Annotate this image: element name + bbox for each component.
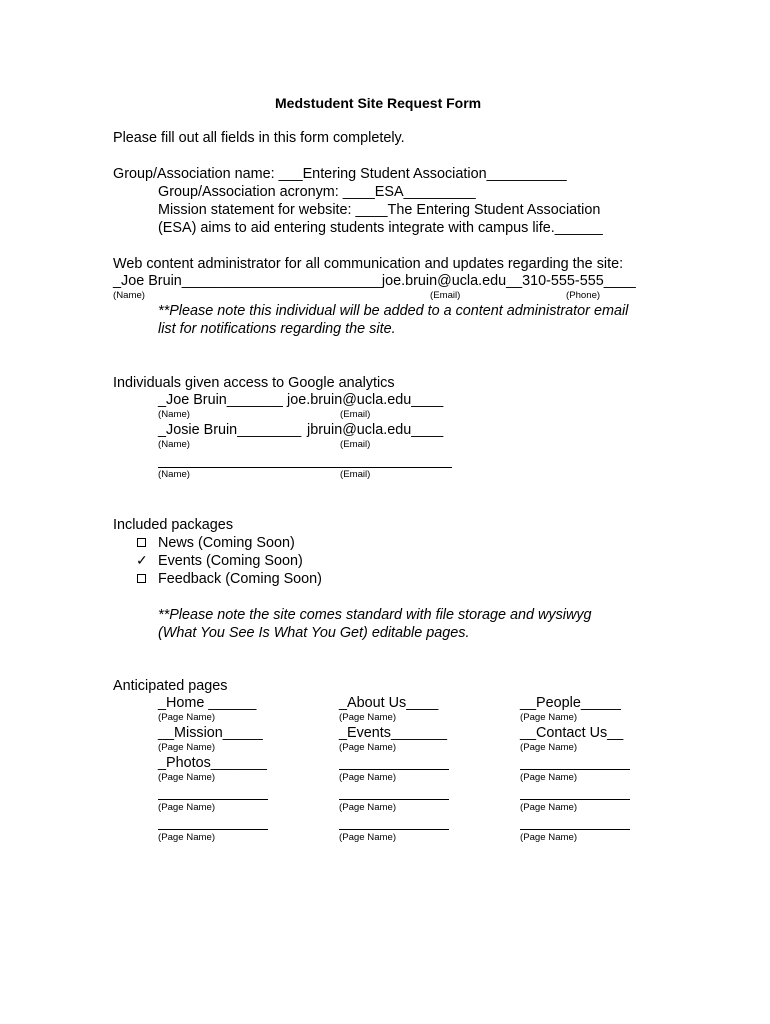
page-name-label: (Page Name) <box>339 712 397 723</box>
analytics-heading: Individuals given access to Google analytics <box>113 375 395 391</box>
packages-note-line-1: **Please note the site comes standard with file storage and wysiwyg <box>158 607 592 623</box>
page-name-label: (Page Name) <box>520 772 578 783</box>
instructions-text: Please fill out all fields in this form completely. <box>113 130 405 146</box>
page-name-label: (Page Name) <box>339 742 397 753</box>
admin-name-label: (Name) <box>113 290 145 301</box>
packages-note-line-2: (What You See Is What You Get) editable pages. <box>158 625 470 641</box>
analytics-email-label: (Email) <box>340 439 371 450</box>
page-name-label: (Page Name) <box>520 802 578 813</box>
mission-line-2: (ESA) aims to aid entering students integrate with campus life.______ <box>158 220 603 236</box>
page-name-label: (Page Name) <box>520 712 578 723</box>
analytics-name-label: (Name) <box>158 409 190 420</box>
analytics-row-2-name: _Josie Bruin________ <box>158 422 302 438</box>
page-name-about-us: _About Us____ <box>339 695 439 711</box>
news-checkbox[interactable] <box>137 538 146 547</box>
page-name-label: (Page Name) <box>520 832 578 843</box>
package-news-label: News (Coming Soon) <box>158 535 295 551</box>
page-name-events: _Events_______ <box>339 725 448 741</box>
feedback-checkbox[interactable] <box>137 574 146 583</box>
admin-entry-line: _Joe Bruin_________________________joe.bruin@ucla.edu__310-555-555____ <box>113 273 636 289</box>
page-name-photos: _Photos_______ <box>158 755 267 771</box>
mission-line-1: Mission statement for website: ____The Entering Student Association <box>158 202 601 218</box>
package-events-label: Events (Coming Soon) <box>158 553 303 569</box>
page-name-blank-line <box>520 769 630 770</box>
group-acronym-line: Group/Association acronym: ____ESA_________ <box>158 184 476 200</box>
analytics-name-label: (Name) <box>158 439 190 450</box>
page-name-blank-line <box>158 799 268 800</box>
page-name-label: (Page Name) <box>339 802 397 813</box>
analytics-row-3-blank-line <box>158 467 452 468</box>
page-name-blank-line <box>339 769 449 770</box>
page-name-label: (Page Name) <box>158 742 216 753</box>
admin-note-line-2: list for notifications regarding the site. <box>158 321 396 337</box>
page-name-label: (Page Name) <box>339 772 397 783</box>
page-name-label: (Page Name) <box>158 712 216 723</box>
page-name-blank-line <box>520 799 630 800</box>
package-feedback-label: Feedback (Coming Soon) <box>158 571 322 587</box>
analytics-row-1-email: joe.bruin@ucla.edu____ <box>287 392 444 408</box>
page-name-blank-line <box>520 829 630 830</box>
analytics-email-label: (Email) <box>340 469 371 480</box>
page-name-label: (Page Name) <box>520 742 578 753</box>
group-name-line: Group/Association name: ___Entering Student Association__________ <box>113 166 567 182</box>
page-name-mission: __Mission_____ <box>158 725 263 741</box>
page-name-blank-line <box>339 829 449 830</box>
page-name-label: (Page Name) <box>339 832 397 843</box>
admin-heading: Web content administrator for all communication and updates regarding the site: <box>113 256 624 272</box>
analytics-row-2-email: jbruin@ucla.edu____ <box>307 422 444 438</box>
page-name-label: (Page Name) <box>158 802 216 813</box>
page-name-people: __People_____ <box>520 695 621 711</box>
page-name-home: _Home ______ <box>158 695 257 711</box>
admin-note-line-1: **Please note this individual will be added to a content administrator email <box>158 303 629 319</box>
analytics-email-label: (Email) <box>340 409 371 420</box>
packages-heading: Included packages <box>113 517 234 533</box>
page-name-blank-line <box>339 799 449 800</box>
admin-email-label: (Email) <box>430 290 461 301</box>
page-name-label: (Page Name) <box>158 832 216 843</box>
form-title: Medstudent Site Request Form <box>275 95 482 111</box>
checkmark-icon[interactable]: ✓ <box>136 552 148 568</box>
page-name-label: (Page Name) <box>158 772 216 783</box>
page-name-contact-us: __Contact Us__ <box>520 725 624 741</box>
page-name-blank-line <box>158 829 268 830</box>
admin-phone-label: (Phone) <box>566 290 601 301</box>
pages-heading: Anticipated pages <box>113 678 228 694</box>
analytics-name-label: (Name) <box>158 469 190 480</box>
analytics-row-1-name: _Joe Bruin_______ <box>158 392 283 408</box>
